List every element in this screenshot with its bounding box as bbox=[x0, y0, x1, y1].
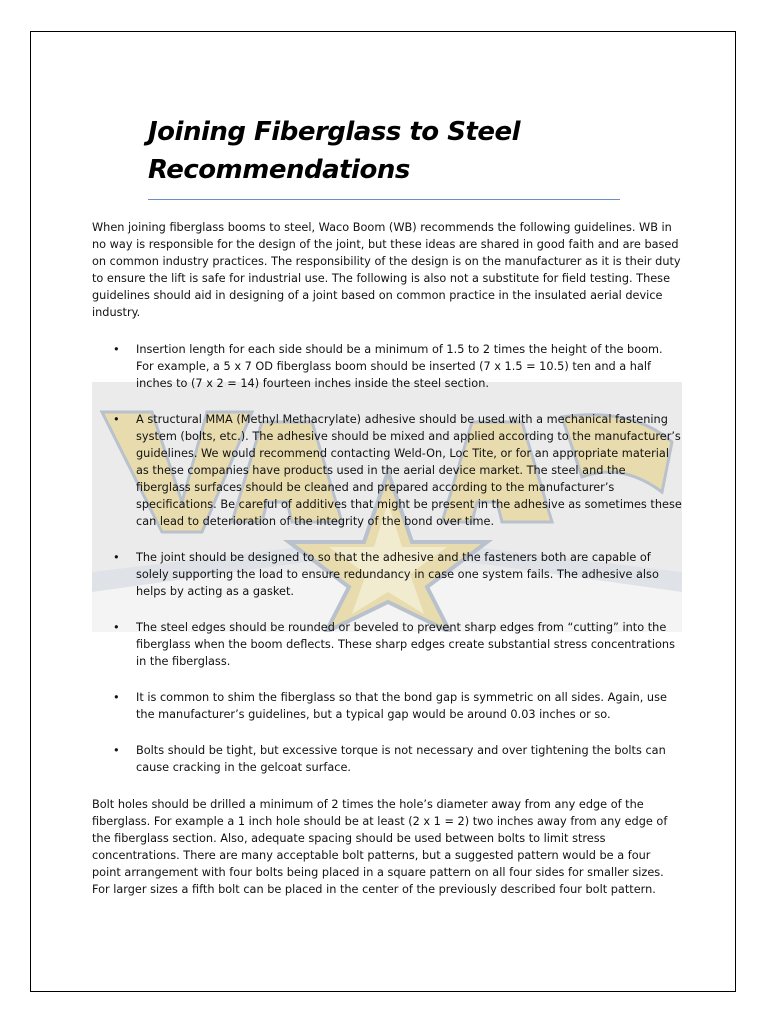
guideline-list bbox=[92, 341, 682, 776]
title-underline bbox=[148, 199, 620, 200]
list-item bbox=[92, 411, 682, 530]
bullet-icon: • bbox=[113, 744, 120, 757]
list-item-text: Insertion length for each side should be a minimum of 1.5 to 2 times the height of the boom. For example, a 5 x 7 OD fiberglass boom should be inserted (7 x 1.5 = 10.5) ten and a half inches to (7 x 2 = 14) fourteen inches inside the steel section. bbox=[136, 343, 663, 390]
list-item bbox=[92, 341, 682, 392]
list-item-text: Bolts should be tight, but excessive torque is not necessary and over tightening the bolts can cause cracking in the gelcoat surface. bbox=[136, 744, 666, 774]
bullet-icon: • bbox=[113, 621, 120, 634]
intro-paragraph: When joining fiberglass booms to steel, Waco Boom (WB) recommends the following guidelines. WB in no way is responsible for the design of the joint, but these ideas are shared in good faith and are based on common industry practices. The responsibility of the design is on the manufacturer as it is their duty to ensure the lift is safe for industrial use. The following is also not a substitute for field testing. These guidelines should aid in designing of a joint based on common practice in the insulated aerial device industry. bbox=[92, 221, 681, 319]
list-item bbox=[92, 689, 682, 723]
list-item-text: The steel edges should be rounded or beveled to prevent sharp edges from “cutting” into the fiberglass when the boom deflects. These sharp edges create substantial stress concentrations in the fiberglass. bbox=[136, 621, 675, 668]
list-item bbox=[92, 619, 682, 670]
bullet-icon: • bbox=[113, 413, 120, 426]
list-item-text: The joint should be designed to so that the adhesive and the fasteners both are capable of solely supporting the load to ensure redundancy in case one system fails. The adhesive also helps by acting as a gasket. bbox=[136, 551, 659, 598]
bullet-icon: • bbox=[113, 551, 120, 564]
closing-paragraph: Bolt holes should be drilled a minimum of 2 times the hole’s diameter away from any edge of the fiberglass. For example a 1 inch hole should be at least (2 x 1 = 2) two inches away from any edge of the fiberglass section. Also, adequate spacing should be used between bolts to limit stress concentrations. There are many acceptable bolt patterns, but a suggested pattern would be a four point arrangement with four bolts being placed in a square pattern on all four sides for smaller sizes. For larger sizes a fifth bolt can be placed in the center of the previously described four bolt pattern. bbox=[92, 798, 668, 896]
list-item-text: It is common to shim the fiberglass so that the bond gap is symmetric on all sides. Again, use the manufacturer’s guidelines, but a typical gap would be around 0.03 inches or so. bbox=[136, 691, 667, 721]
list-item bbox=[92, 742, 682, 776]
bullet-icon: • bbox=[113, 691, 120, 704]
title-line-1: Joining Fiberglass to Steel bbox=[148, 117, 521, 147]
list-item-text: A structural MMA (Methyl Methacrylate) adhesive should be used with a mechanical fastening system (bolts, etc.). The adhesive should be mixed and applied according to the manufacturer’s guidelines. We would recommend contacting Weld-On, Loc Tite, or for an appropriate material as these companies have products used in the aerial device market. The steel and the fiberglass surfaces should be cleaned and prepared according to the manufacturer’s specifications. Be careful of additives that might be present in the adhesive as sometimes these can lead to deterioration of the integrity of the bond over time. bbox=[136, 413, 682, 528]
title-line-2: Recommendations bbox=[148, 155, 410, 185]
list-item bbox=[92, 549, 682, 600]
document-title bbox=[148, 113, 623, 189]
bullet-icon: • bbox=[113, 343, 120, 356]
